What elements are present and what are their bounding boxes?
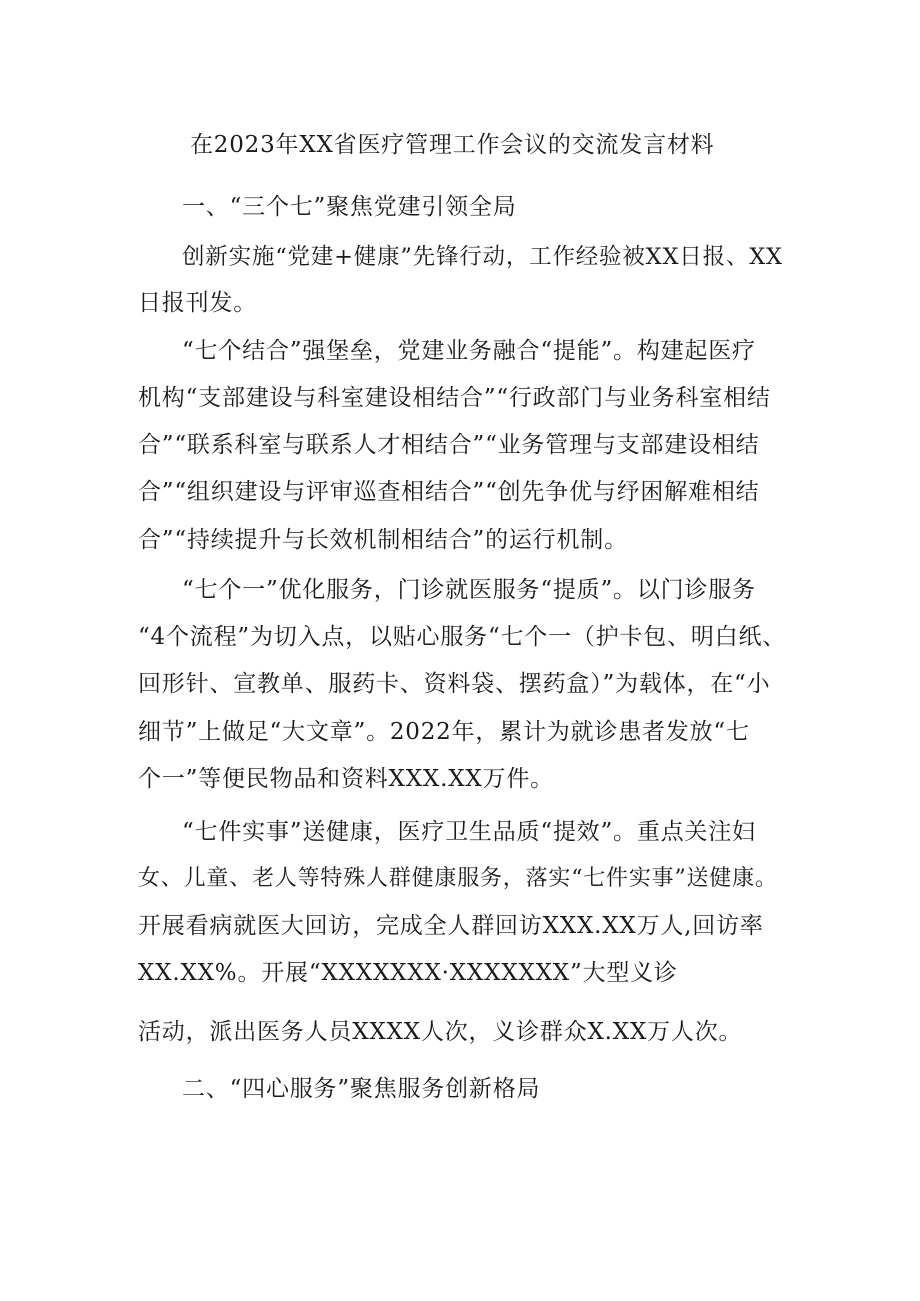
paragraph-4-line-3: 开展看病就医大回访，完成全人群回访XXX.XX万人,回访率 [138,913,764,939]
paragraph-1-line-1: 创新实施“党建+健康”先锋行动，工作经验被XX日报、XX [182,244,783,270]
paragraph-3-line-2: “4个流程”为切入点，以贴心服务“七个一（护卡包、明白纸、 [138,624,787,650]
paragraph-2-line-2: 机构“支部建设与科室建设相结合”“行政部门与业务科室相结 [138,385,771,411]
paragraph-4-line-5: 活动，派出医务人员XXXX人次，义诊群众X.XX万人次。 [138,1019,743,1045]
paragraph-3-line-3: 回形针、宣教单、服药卡、资料袋、摆药盒）”为载体，在“小 [138,671,771,697]
section-heading-2: 二、“四心服务”聚焦服务创新格局 [182,1076,541,1102]
paragraph-3-line-5: 个一”等便民物品和资料XXX.XX万件。 [138,766,554,792]
document-title: 在2023年XX省医疗管理工作会议的交流发言材料 [190,132,715,158]
paragraph-2-line-5: 合”“持续提升与长效机制相结合”的运行机制。 [138,527,628,553]
paragraph-3-line-4: 细节”上做足“大文章”。2022年，累计为就诊患者发放“七 [138,719,750,745]
paragraph-4-line-2: 女、儿童、老人等特殊人群健康服务，落实“七件实事”送健康。 [138,866,778,891]
paragraph-3-line-1: “七个一”优化服务，门诊就医服务“提质”。以门诊服务 [182,577,756,603]
paragraph-2-line-1: “七个结合”强堡垒，党建业务融合“提能”。构建起医疗 [182,338,756,364]
paragraph-1-line-2: 日报刊发。 [138,290,257,316]
paragraph-4-line-4: XX.XX%。开展“XXXXXXX·XXXXXXX”大型义诊 [138,960,678,986]
paragraph-2-line-3: 合”“联系科室与联系人才相结合”“业务管理与支部建设相结 [138,432,760,458]
paragraph-4-line-1: “七件实事”送健康，医疗卫生品质“提效”。重点关注妇 [182,819,756,845]
section-heading-1: 一、“三个七”聚焦党建引领全局 [182,194,517,220]
paragraph-2-line-4: 合”“组织建设与评审巡查相结合”“创先争优与纾困解难相结 [138,479,760,505]
